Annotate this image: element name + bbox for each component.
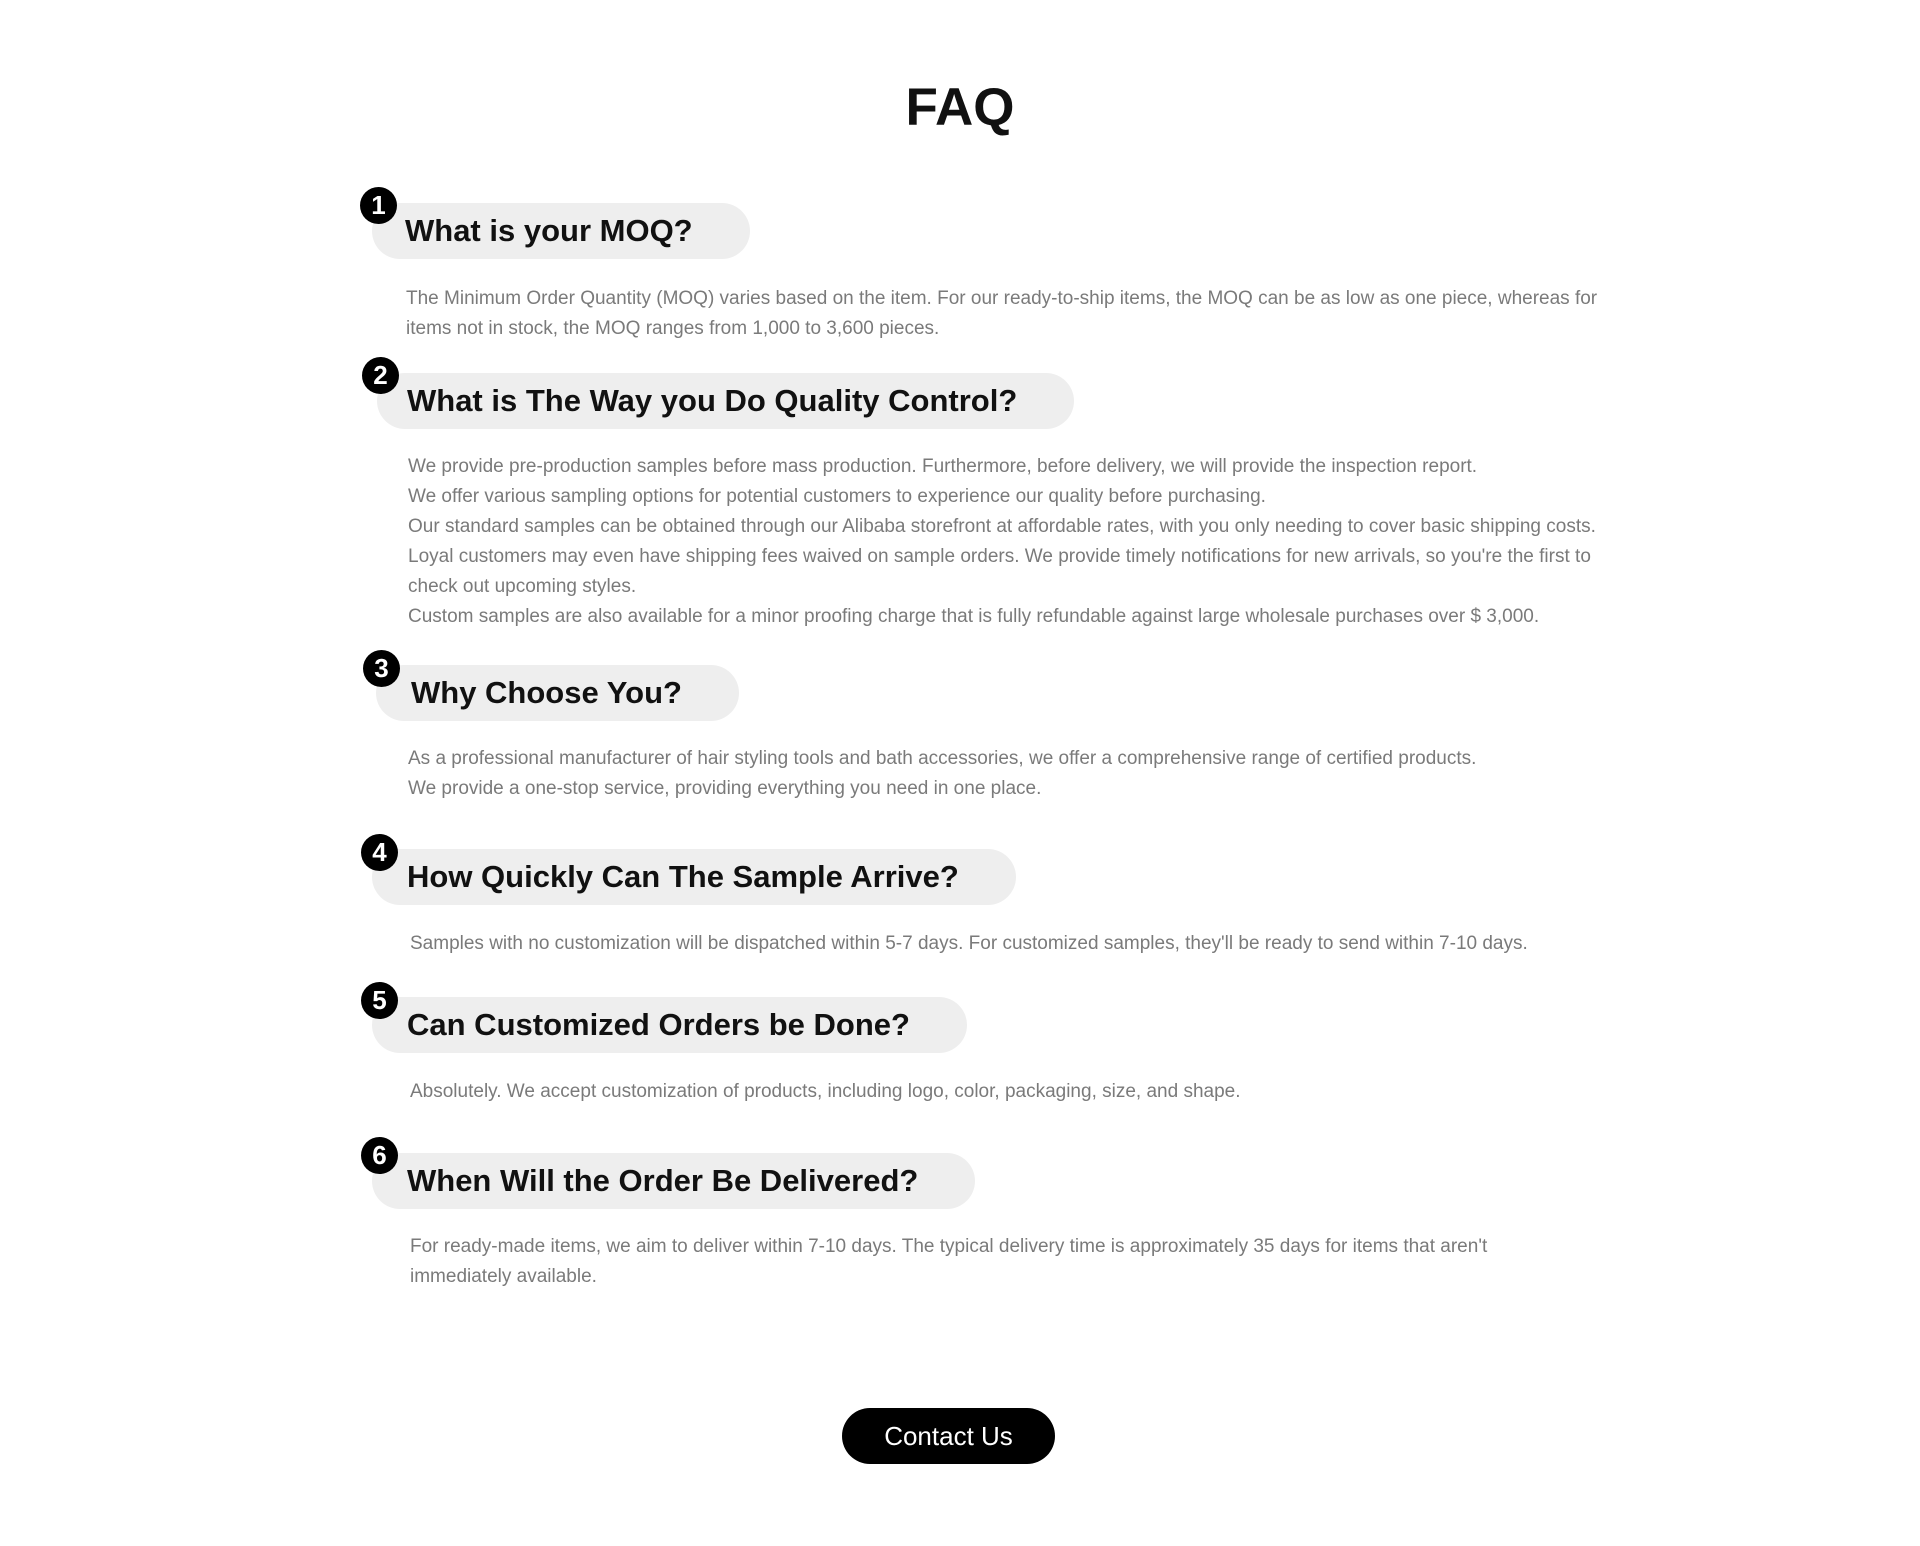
faq-answer [408, 452, 1608, 632]
answer-paragraph: Our standard samples can be obtained through our Alibaba storefront at affordable rates, with you only needing to cover basic shipping costs. Loyal customers may even have shipping fees waived on sample orders. We provide timely notifications for new arrivals, so you're the first to check out upcoming styles. [408, 516, 1596, 597]
faq-question[interactable]: What is The Way you Do Quality Control? [377, 373, 1074, 429]
answer-paragraph: We provide a one-stop service, providing everything you need in one place. [408, 778, 1042, 799]
faq-answer [408, 744, 1608, 804]
answer-paragraph: Samples with no customization will be dispatched within 5-7 days. For customized samples, they'll be ready to send within 7-10 days. [410, 933, 1528, 954]
contact-us-button[interactable]: Contact Us [842, 1408, 1055, 1464]
number-badge: 2 [362, 357, 399, 394]
answer-paragraph: We offer various sampling options for potential customers to experience our quality before purchasing. [408, 486, 1266, 507]
answer-paragraph: For ready-made items, we aim to deliver within 7-10 days. The typical delivery time is approximately 35 days for items that aren't immediately available. [410, 1236, 1488, 1287]
answer-paragraph: We provide pre-production samples before mass production. Furthermore, before delivery, we will provide the inspection report. [408, 456, 1478, 477]
number-badge: 4 [361, 834, 398, 871]
faq-answer [406, 284, 1606, 344]
answer-paragraph: The Minimum Order Quantity (MOQ) varies based on the item. For our ready-to-ship items, the MOQ can be as low as one piece, whereas for items not in stock, the MOQ ranges from 1,000 to 3,600 pieces. [406, 288, 1598, 339]
answer-paragraph: As a professional manufacturer of hair styling tools and bath accessories, we offer a comprehensive range of certified products. [408, 748, 1477, 769]
number-badge: 5 [361, 982, 398, 1019]
number-badge: 1 [360, 187, 397, 224]
page-title: FAQ [905, 78, 1015, 137]
answer-paragraph: Custom samples are also available for a minor proofing charge that is fully refundable against large wholesale purchases over $ 3,000. [408, 606, 1540, 627]
answer-paragraph: Absolutely. We accept customization of products, including logo, color, packaging, size, and shape. [410, 1081, 1241, 1102]
number-badge: 3 [363, 650, 400, 687]
faq-question[interactable]: When Will the Order Be Delivered? [372, 1153, 975, 1209]
faq-question[interactable]: What is your MOQ? [372, 203, 750, 259]
number-badge: 6 [361, 1137, 398, 1174]
faq-question[interactable]: How Quickly Can The Sample Arrive? [372, 849, 1016, 905]
faq-question[interactable]: Can Customized Orders be Done? [372, 997, 967, 1053]
faq-question[interactable]: Why Choose You? [376, 665, 739, 721]
faq-answer [410, 1077, 1610, 1107]
faq-answer [410, 1232, 1560, 1292]
faq-answer [410, 929, 1630, 959]
